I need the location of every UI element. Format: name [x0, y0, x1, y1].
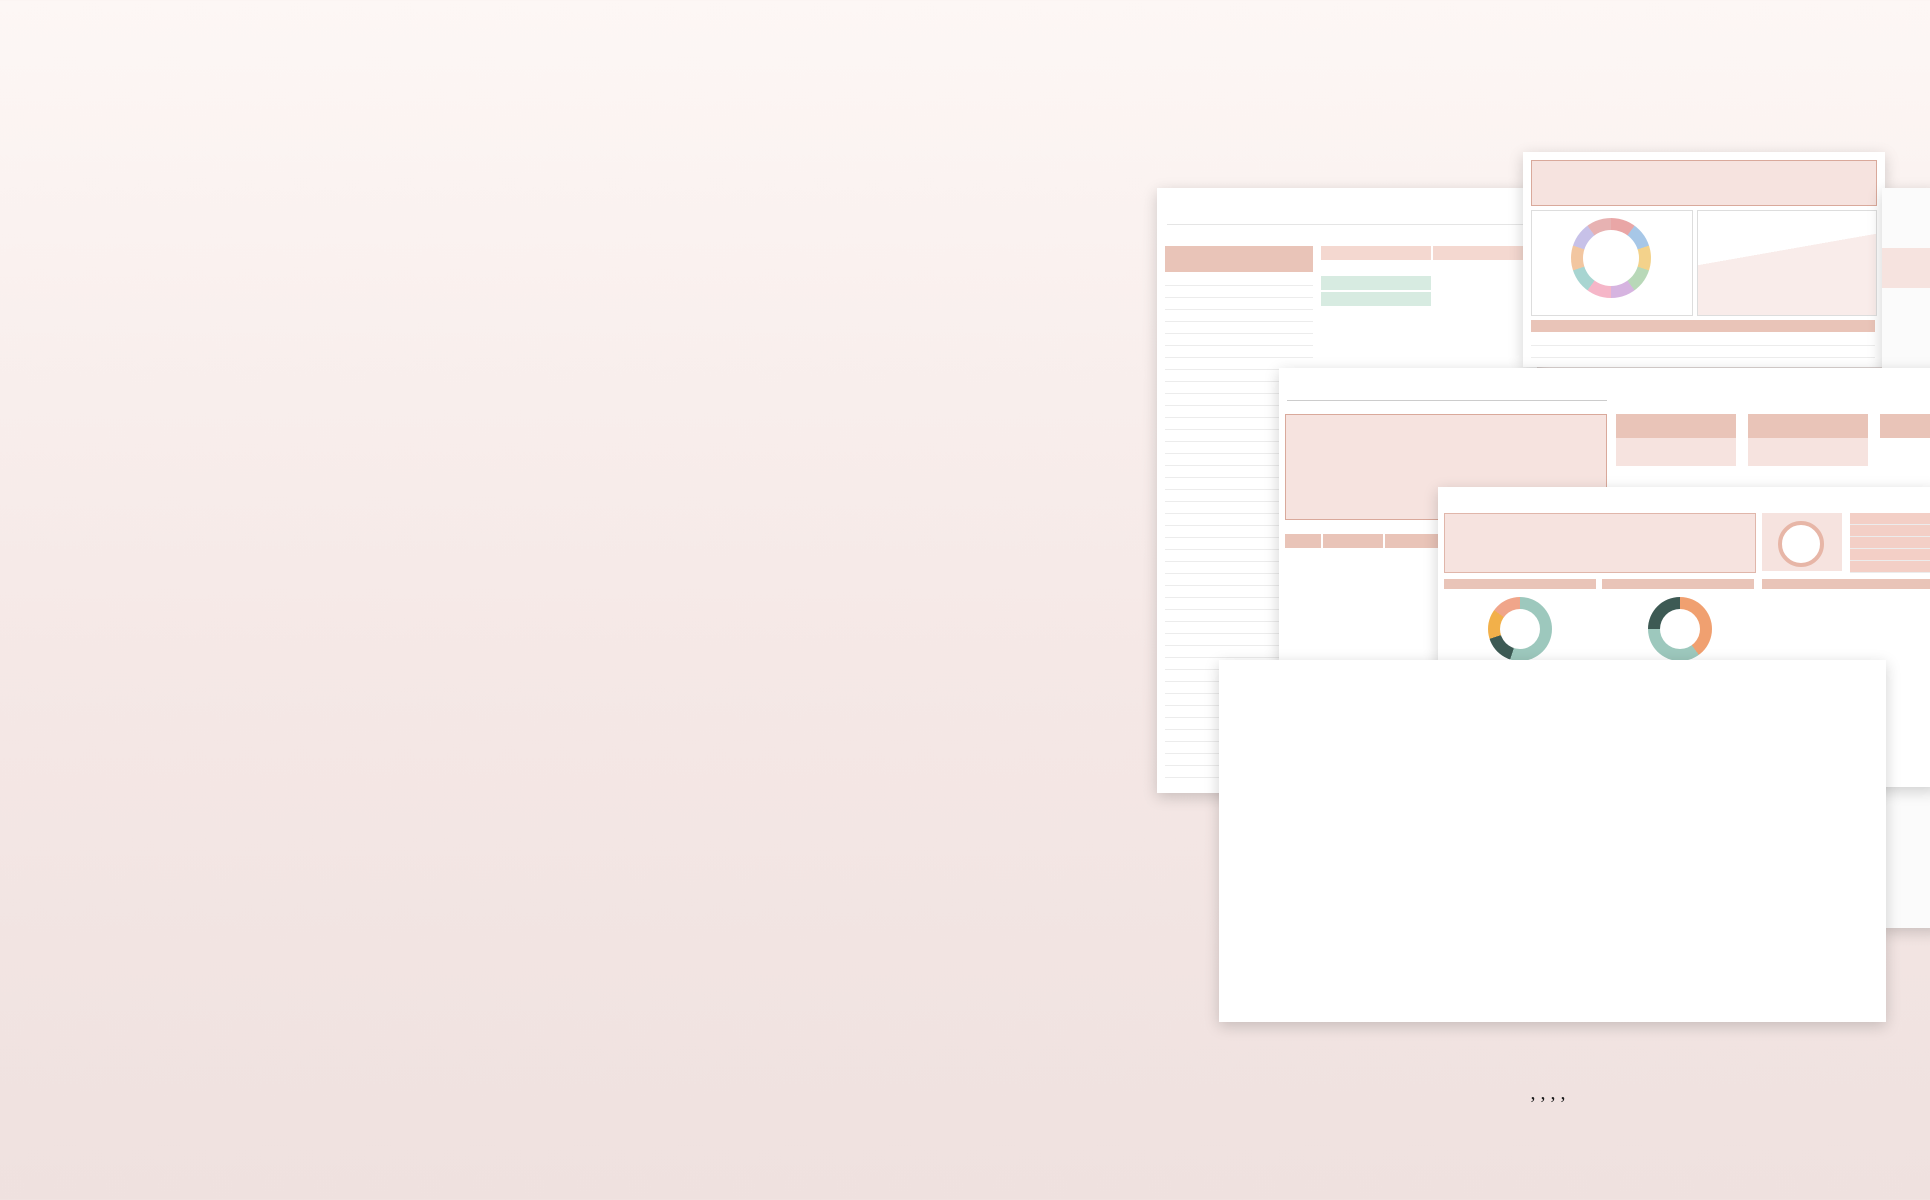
- event-salary: [1321, 276, 1431, 290]
- debt-4-box: [1748, 438, 1868, 466]
- debt-5-header: [1616, 414, 1736, 438]
- debt-5-box: [1616, 438, 1736, 466]
- schedule-col-no: [1285, 534, 1321, 548]
- divider: [1287, 400, 1607, 401]
- chart-header-1: [1444, 579, 1596, 589]
- chart-header-2: [1602, 579, 1754, 589]
- day-header-sunday: [1321, 246, 1431, 260]
- income-donut-hole: [1500, 609, 1540, 649]
- debt-4-header: [1748, 414, 1868, 438]
- debt-3-header: [1880, 414, 1930, 438]
- schedule-col-date: [1323, 534, 1383, 548]
- divider: [1167, 224, 1527, 225]
- day-header-monday: [1433, 246, 1537, 260]
- budget-tracker-mockup: [1219, 660, 1886, 1022]
- margin-donut: [1778, 521, 1824, 567]
- expense-donut-hole: [1660, 609, 1700, 649]
- repayment-plan-header: [1531, 320, 1875, 332]
- debt-summary-mockup: [1523, 152, 1885, 367]
- dashboard-side-list: [1850, 513, 1930, 573]
- summary-band: [1531, 160, 1877, 206]
- currency-line-2: , , , ,: [1530, 1082, 1566, 1104]
- feature-list: [0, 0, 900, 1200]
- overview-header: [1165, 246, 1313, 272]
- area-chart-box: [1697, 210, 1877, 316]
- kpi-band: [1444, 513, 1756, 573]
- repayment-grid: [1531, 334, 1875, 364]
- extra-sheet-band: [1882, 248, 1930, 288]
- ring-chart-hole: [1583, 230, 1639, 286]
- event-council-tax: [1321, 292, 1431, 306]
- chart-header-3: [1762, 579, 1930, 589]
